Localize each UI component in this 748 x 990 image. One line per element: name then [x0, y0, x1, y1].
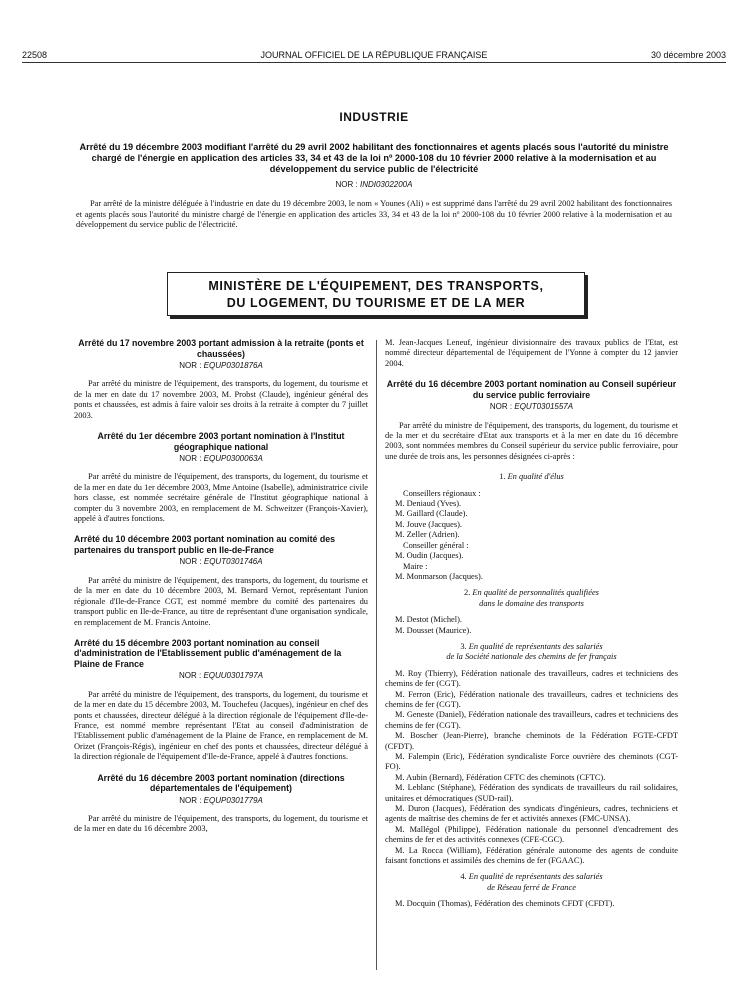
arrete-title: Arrêté du 10 décembre 2003 portant nomination au comité des partenaires du transport public en Ile-de-France	[74, 534, 336, 555]
column-divider	[376, 340, 377, 970]
industrie-arrete-title: Arrêté du 19 décembre 2003 modifiant l'arrêté du 29 avril 2002 habilitant des fonctionnaires et agents placés sous l'autorité du ministre chargé de l'énergie en application des articles 33, 34 et 43 de la loi nº 2000-108 du 10 février 2000 relative à la modernisation et au développement du service public de l'électricité	[79, 142, 669, 174]
journal-title: JOURNAL OFFICIEL DE LA RÉPUBLIQUE FRANÇAISE	[260, 50, 488, 60]
section-title-industrie: INDUSTRIE	[339, 110, 409, 124]
header-rule	[22, 62, 726, 63]
list-item: M. Aubin (Bernard), Fédération CFTC des cheminots (CFTC).	[395, 772, 606, 782]
ministry-heading-line2: DU LOGEMENT, DU TOURISME ET DE LA MER	[226, 296, 526, 310]
arrete-title: Arrêté du 17 novembre 2003 portant admission à la retraite (ponts et chaussées)	[78, 338, 364, 359]
industrie-nor: NOR : INDI0302200A	[335, 180, 413, 189]
arrete-nor: NOR : EQUP0300063A	[179, 454, 263, 464]
subsection-heading: 3. En qualité de représentants des salariés de la Société nationale des chemins de fer français	[446, 641, 617, 662]
list-item: M. Monmarson (Jacques).	[395, 571, 483, 581]
subsection-heading: 2. En qualité de personnalités qualifiées dans le domaine des transports	[464, 588, 599, 608]
arrete-nor: NOR : EQUP0301779A	[179, 795, 263, 805]
ministry-heading-box	[167, 272, 585, 316]
nor-code: INDI0302200A	[359, 180, 413, 189]
list-item: M. La Rocca (William), Fédération générale autonome des agents de conduite faisant fonctions et assimilés des chemins de fer (FGAAC).	[385, 845, 678, 866]
list-item: Conseillers régionaux :	[403, 488, 481, 498]
page-number: 22508	[22, 50, 48, 60]
arrete-nor: NOR : EQUP0301876A	[179, 361, 263, 370]
list-item: M. Falempin (Eric), Fédération syndicaliste Force ouvrière des cheminots (CGT-FO).	[385, 752, 678, 772]
arrete-nor: NOR : EQUU0301797A	[178, 671, 264, 681]
arrete-title: Arrêté du 16 décembre 2003 portant nomination au Conseil supérieur du service public ferroviaire	[386, 379, 677, 400]
list-item: Maire :	[403, 561, 428, 571]
list-item: Conseiller général :	[403, 540, 469, 550]
arrete-title: Arrêté du 16 décembre 2003 portant nomination (directions départementales de l'équipement)	[97, 772, 345, 794]
subsection-heading: 4. En qualité de représentants des salariés de Réseau ferré de France	[460, 872, 603, 892]
ministry-heading-line1: MINISTÈRE DE L'ÉQUIPEMENT, DES TRANSPORTS,	[208, 279, 544, 293]
industrie-arrete-body: Par arrêté de la ministre déléguée à l'industrie en date du 19 décembre 2003, le nom « Younes (Ali) » est supprimé dans l'arrêté du 29 avril 2002 habilitant des fonctionnaires et agents placés sous l'autorité du ministre chargé de l'énergie en application des articles 33, 34 et 43 de la loi nº 2000-108 du 10 février 2000 relative à la modernisation et au développement du service public de l'électricité.	[76, 199, 672, 229]
list-item: M. Geneste (Daniel), Fédération nationale des travailleurs, cadres et techniciens des chemins de fer (CGT).	[385, 710, 678, 730]
left-column	[74, 338, 368, 845]
list-item: M. Gaillard (Claude).	[395, 509, 468, 519]
issue-date: 30 décembre 2003	[650, 50, 726, 60]
arrete-body: Par arrêté du ministre de l'équipement, des transports, du logement, du tourisme et de la mer en date du 10 décembre 2003, M. Bernard Vernot, représentant l'union régionale d'Ile-de-France CGT, est nommé membre du comité des partenaires du transport public en Ile-de-France, au titre de représentant d'une organisation syndicale, en remplacement de M. Francis Antoine.	[74, 575, 368, 627]
list-item: M. Mallégol (Philippe), Fédération nationale du personnel d'encadrement des chemins de fer et des activités connexes (CFE-CGC).	[385, 824, 678, 845]
arrete-body: Par arrêté du ministre de l'équipement, des transports, du logement, du tourisme et de la mer en date du 15 décembre 2003, M. Touchefeu (Jacques), ingénieur en chef des ponts et chaussées, directeur délégué à la direction régionale de l'équipement d'Ile-de-France, est nommé membre représentant l'Etat au conseil d'administration de l'Etablissement public d'aménagement de la Plaine de France, en remplacement de M. Orizet (François-Régis), ingénieur en chef des ponts et chaussées, directeur délégué à la direction régionale de l'équipement d'Ile-de-France, appelé à d'autres fonctions.	[74, 689, 368, 762]
arrete-nor: NOR : EQUT0301557A	[489, 402, 574, 412]
right-column	[385, 338, 678, 910]
list-item: M. Jouve (Jacques).	[395, 519, 462, 529]
list-item: M. Leblanc (Stéphane), Fédération des syndicats de travailleurs du rail solidaires, unitaires et démocratiques (SUD-rail).	[385, 783, 678, 803]
arrete-body: Par arrêté du ministre de l'équipement, des transports, du logement, du tourisme et de la mer en date du 1er décembre 2003, Mme Antoine (Isabelle), administratrice civile hors classe, est nommée secrétaire générale de l'Institut géographique national à compter du 3 novembre 2003, en remplacement de M. Schweitzer (François-Xavier), appelé à d'autres fonctions.	[74, 472, 368, 524]
arrete-title: Arrêté du 1er décembre 2003 portant nomination à l'Institut géographique national	[97, 431, 345, 452]
subsection-heading: 1. En qualité d'élus	[499, 472, 564, 482]
arrete-body: Par arrêté du ministre de l'équipement, des transports, du logement, du tourisme et de la mer en date du 17 novembre 2003, M. Probst (Claude), ingénieur général des ponts et chaussées, est admis à faire valoir ses droits à la retraite à compter du 7 juillet 2003.	[74, 379, 368, 420]
list-item: M. Roy (Thierry), Fédération nationale des travailleurs, cadres et techniciens des chemins de fer (CGT).	[385, 668, 678, 689]
arrete-title: Arrêté du 15 décembre 2003 portant nomination au conseil d'administration de l'Etablissement public d'aménagement de la Plaine de France	[74, 637, 342, 669]
list-item: M. Ferron (Eric), Fédération nationale des travailleurs, cadres et techniciens des chemins de fer (CGT).	[385, 689, 678, 709]
list-item: M. Boscher (Jean-Pierre), branche cheminots de la Fédération FGTE-CFDT (CFDT).	[385, 731, 678, 751]
arrete-continuation: M. Jean-Jacques Leneuf, ingénieur divisionnaire des travaux publics de l'Etat, est nommé directeur départemental de l'équipement de l'Yonne à compter du 12 janvier 2004.	[385, 338, 678, 368]
list-item: M. Oudin (Jacques).	[395, 551, 464, 561]
list-item: M. Duron (Jacques), Fédération des syndicats d'ingénieurs, cadres, techniciens et agents de maîtrise des chemins de fer et activités annexes (FMC-UNSA).	[385, 804, 678, 824]
arrete-body: Par arrêté du ministre de l'équipement, des transports, du logement, du tourisme et de la mer et du secrétaire d'Etat aux transports et à la mer en date du 16 décembre 2003, sont nommées membres du Conseil supérieur du service public ferroviaire, pour une durée de trois ans, les personnes désignées ci-après :	[385, 420, 678, 461]
list-item: M. Docquin (Thomas), Fédération des cheminots CFDT (CFDT).	[395, 899, 615, 909]
list-item: M. Zeller (Adrien).	[395, 530, 460, 540]
list-item: M. Dousset (Maurice).	[395, 625, 472, 635]
arrete-nor: NOR : EQUT0301746A	[179, 557, 263, 567]
list-item: M. Destot (Michel).	[395, 615, 462, 625]
list-item: M. Deniaud (Yves).	[395, 499, 462, 509]
arrete-body: Par arrêté du ministre de l'équipement, des transports, du logement, du tourisme et de la mer en date du 16 décembre 2003,	[74, 814, 368, 834]
